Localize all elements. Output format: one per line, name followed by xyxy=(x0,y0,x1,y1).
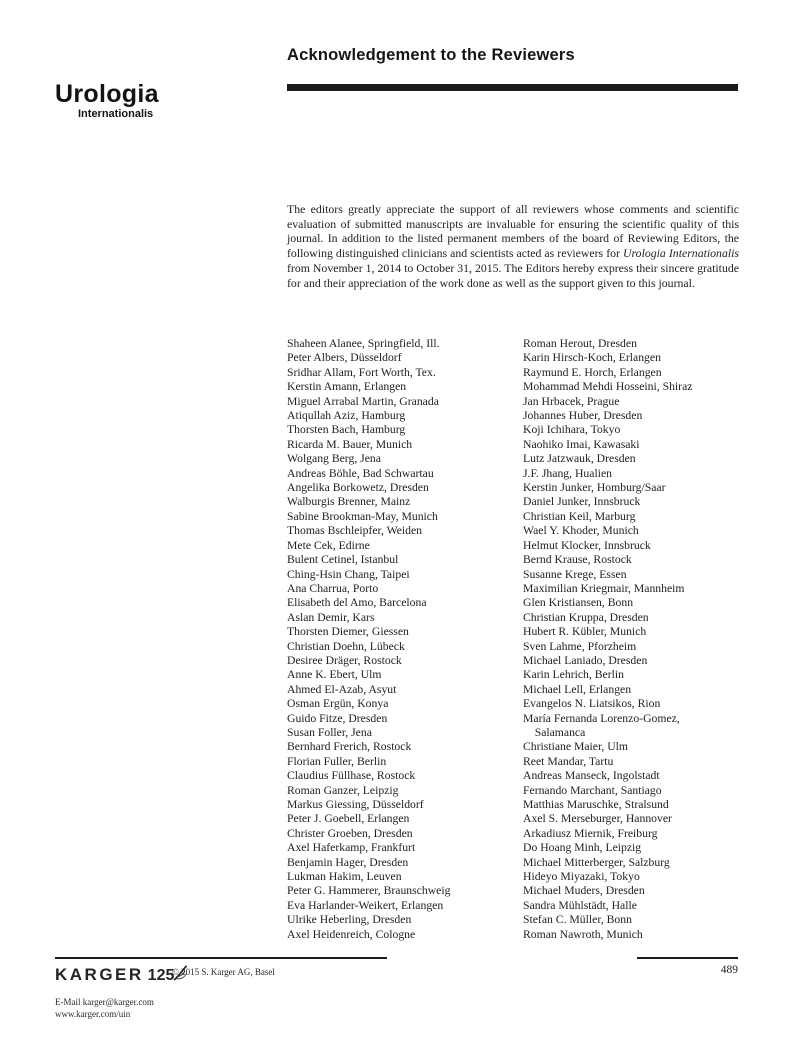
reviewer-columns xyxy=(287,337,759,942)
reviewer-entry: Miguel Arrabal Martin, Granada xyxy=(287,394,439,408)
reviewer-entry: Florian Fuller, Berlin xyxy=(287,754,387,768)
reviewer-entry: Roman Herout, Dresden xyxy=(523,337,637,350)
reviewer-entry: Ricarda M. Bauer, Munich xyxy=(287,437,413,451)
reviewer-entry: Ulrike Heberling, Dresden xyxy=(287,913,412,927)
reviewer-entry: Johannes Huber, Dresden xyxy=(523,409,643,423)
intro-text-before: The editors greatly appreciate the support of all reviewers whose comments and scientific evaluation of submitted manuscripts are invaluable for ensuring the scientific quality of this journal. In addition to the listed permanent members of the board of Reviewing Editors, the following distinguished clinicians and scientists acted as reviewers for xyxy=(287,201,739,261)
reviewer-entry: Axel Heidenreich, Cologne xyxy=(287,927,416,941)
reviewer-entry: Andreas Manseck, Ingolstadt xyxy=(523,769,660,783)
reviewer-entry: Andreas Böhle, Bad Schwartau xyxy=(287,466,434,480)
reviewer-entry: Elisabeth del Amo, Barcelona xyxy=(287,596,427,610)
reviewer-entry: Bernhard Frerich, Rostock xyxy=(287,740,412,754)
reviewer-entry: Karin Lehrich, Berlin xyxy=(523,668,624,682)
reviewer-entry: Michael Lell, Erlangen xyxy=(523,682,632,696)
reviewer-entry: Karin Hirsch-Koch, Erlangen xyxy=(523,351,661,365)
reviewer-entry: Lutz Jatzwauk, Dresden xyxy=(523,452,636,466)
reviewer-entry: Fernando Marchant, Santiago xyxy=(523,783,662,797)
publisher-name: KARGER xyxy=(55,965,144,984)
reviewer-entry: Christiane Maier, Ulm xyxy=(523,740,629,754)
publisher-website: www.karger.com/uin xyxy=(55,1009,131,1019)
reviewer-entry: Roman Ganzer, Leipzig xyxy=(287,783,399,797)
reviewer-entry: Hideyo Miyazaki, Tokyo xyxy=(523,870,640,884)
reviewer-entry: Michael Mitterberger, Salzburg xyxy=(523,855,670,869)
footer-rule-right xyxy=(637,957,738,959)
reviewer-entry: Jan Hrbacek, Prague xyxy=(523,394,620,408)
reviewer-entry: Claudius Füllhase, Rostock xyxy=(287,769,416,783)
copyright-line: © 2015 S. Karger AG, Basel xyxy=(172,967,275,977)
reviewer-entry: Ahmed El-Azab, Asyut xyxy=(287,682,397,696)
reviewer-entry: Axel Haferkamp, Frankfurt xyxy=(287,841,416,855)
publisher-logo xyxy=(55,963,188,985)
reviewer-entry: Raymund E. Horch, Erlangen xyxy=(523,365,662,379)
publisher-email: E-Mail karger@karger.com xyxy=(55,997,154,1007)
reviewer-entry: Peter Albers, Düsseldorf xyxy=(287,351,402,365)
reviewer-entry: Sven Lahme, Pforzheim xyxy=(523,639,637,653)
reviewer-entry: Guido Fitze, Dresden xyxy=(287,711,388,725)
reviewer-entry: Peter G. Hammerer, Braunschweig xyxy=(287,884,451,898)
reviewer-entry: Markus Giessing, Düsseldorf xyxy=(287,798,424,811)
journal-subname: Internationalis xyxy=(78,108,154,121)
reviewer-entry: Do Hoang Minh, Leipzig xyxy=(523,841,642,855)
reviewer-entry: Lukman Hakim, Leuven xyxy=(287,870,402,884)
reviewer-entry: Naohiko Imai, Kawasaki xyxy=(523,437,640,451)
reviewer-entry: Christer Groeben, Dresden xyxy=(287,826,413,840)
reviewer-entry: Thorsten Bach, Hamburg xyxy=(287,423,406,437)
journal-logo xyxy=(55,81,159,120)
reviewer-entry: Arkadiusz Miernik, Freiburg xyxy=(523,826,658,840)
reviewer-entry: Wolgang Berg, Jena xyxy=(287,452,381,466)
reviewer-entry: Glen Kristiansen, Bonn xyxy=(523,596,634,610)
reviewer-column-left xyxy=(287,337,523,942)
reviewer-entry: J.F. Jhang, Hualien xyxy=(523,466,612,480)
footer-rule-left xyxy=(55,957,387,959)
reviewer-entry: Stefan C. Müller, Bonn xyxy=(523,913,632,927)
reviewer-entry: Aslan Demir, Kars xyxy=(287,610,375,624)
reviewer-entry: Atiqullah Aziz, Hamburg xyxy=(287,409,406,423)
reviewer-entry: Thorsten Diemer, Giessen xyxy=(287,625,409,639)
reviewer-entry: Bulent Cetinel, Istanbul xyxy=(287,553,399,567)
anniversary-number: 125 xyxy=(147,967,175,984)
reviewer-column-right xyxy=(523,337,759,942)
reviewer-entry: Sandra Mühlstädt, Halle xyxy=(523,898,637,912)
intro-text-after: from November 1, 2014 to October 31, 2015. The Editors hereby express their sincere gratitude for and their appreciation of the work done as well as the support given to this journal. xyxy=(287,260,739,290)
reviewer-entry: Susanne Krege, Essen xyxy=(523,567,627,581)
reviewer-entry: Wael Y. Khoder, Munich xyxy=(523,524,639,538)
reviewer-entry: Ching-Hsin Chang, Taipei xyxy=(287,567,410,581)
journal-name: Urologia xyxy=(55,80,159,108)
reviewer-entry: Hubert R. Kübler, Munich xyxy=(523,625,647,639)
reviewer-entry: Eva Harlander-Weikert, Erlangen xyxy=(287,898,444,912)
reviewer-entry: Shaheen Alanee, Springfield, Ill. xyxy=(287,337,440,350)
reviewer-entry: Mete Cek, Edirne xyxy=(287,538,370,552)
title-rule-bar xyxy=(287,84,738,91)
reviewer-entry: Daniel Junker, Innsbruck xyxy=(523,495,641,509)
reviewer-entry: Peter J. Goebell, Erlangen xyxy=(287,812,410,826)
reviewer-entry: Osman Ergün, Konya xyxy=(287,697,389,711)
reviewer-entry: Christian Doehn, Lübeck xyxy=(287,639,405,653)
reviewer-entry: Matthias Maruschke, Stralsund xyxy=(523,798,669,811)
reviewer-entry: Michael Laniado, Dresden xyxy=(523,653,648,667)
reviewer-entry: Mohammad Mehdi Hosseini, Shiraz xyxy=(523,380,693,394)
reviewer-entry: Kerstin Amann, Erlangen xyxy=(287,380,407,394)
reviewer-entry: Sabine Brookman-May, Munich xyxy=(287,509,438,523)
reviewer-entry: Desiree Dräger, Rostock xyxy=(287,653,402,667)
reviewer-entry: Axel S. Merseburger, Hannover xyxy=(523,812,672,826)
reviewer-entry: Maximilian Kriegmair, Mannheim xyxy=(523,581,685,595)
page-title: Acknowledgement to the Reviewers xyxy=(287,46,575,64)
reviewer-entry: Susan Foller, Jena xyxy=(287,725,372,739)
reviewer-entry: Bernd Krause, Rostock xyxy=(523,553,632,567)
reviewer-entry: Christian Keil, Marburg xyxy=(523,509,636,523)
reviewer-entry: Helmut Klocker, Innsbruck xyxy=(523,538,651,552)
reviewer-entry: Christian Kruppa, Dresden xyxy=(523,610,649,624)
reviewer-entry: Evangelos N. Liatsikos, Rion xyxy=(523,697,661,711)
reviewer-entry: Roman Nawroth, Munich xyxy=(523,927,643,941)
intro-journal-name-italic: Urologia Internationalis xyxy=(623,246,739,261)
reviewer-entry: Koji Ichihara, Tokyo xyxy=(523,423,621,437)
reviewer-entry: Salamanca xyxy=(523,725,586,739)
page-number: 489 xyxy=(720,964,738,976)
reviewer-entry: Sridhar Allam, Fort Worth, Tex. xyxy=(287,365,436,379)
reviewer-entry: Benjamin Hager, Dresden xyxy=(287,855,409,869)
reviewer-entry: Kerstin Junker, Homburg/Saar xyxy=(523,481,666,495)
reviewer-entry: Walburgis Brenner, Mainz xyxy=(287,495,411,509)
reviewer-entry: Ana Charrua, Porto xyxy=(287,581,379,595)
reviewer-entry: Anne K. Ebert, Ulm xyxy=(287,668,382,682)
reviewer-entry: Angelika Borkowetz, Dresden xyxy=(287,481,429,495)
reviewer-entry: María Fernanda Lorenzo-Gomez, xyxy=(523,711,680,725)
reviewer-entry: Thomas Bschleipfer, Weiden xyxy=(287,524,423,538)
reviewer-entry: Reet Mandar, Tartu xyxy=(523,754,614,768)
reviewer-entry: Michael Muders, Dresden xyxy=(523,884,645,898)
intro-paragraph xyxy=(287,202,739,291)
